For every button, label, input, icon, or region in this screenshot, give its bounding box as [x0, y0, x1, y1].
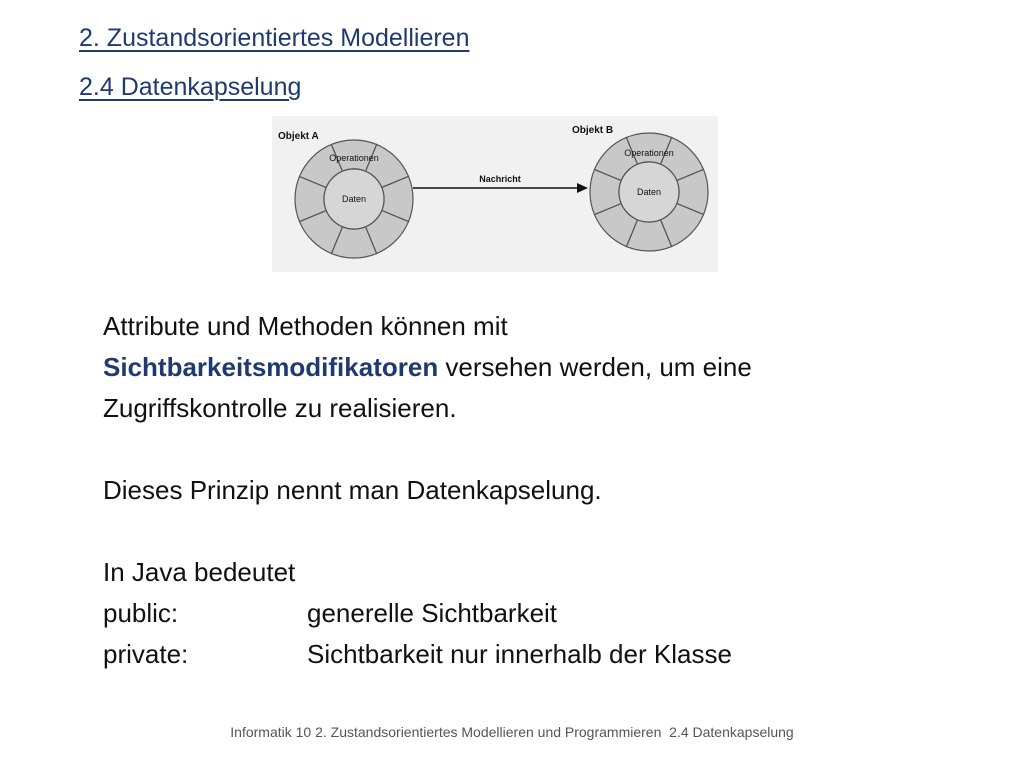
- principle-line: Dieses Prinzip nennt man Datenkapselung.: [103, 475, 602, 505]
- highlight-term: Sichtbarkeitsmodifikatoren: [103, 352, 439, 382]
- body-line-1: Attribute und Methoden können mit: [103, 311, 508, 341]
- encapsulation-diagram: [272, 116, 718, 272]
- modifier-row-private: [103, 634, 923, 675]
- slide-subtitle: 2.4 Datenkapselung: [79, 73, 302, 101]
- object-a: [278, 131, 413, 258]
- body-line-2: [103, 347, 923, 388]
- modifier-keyword-private: private:: [103, 639, 189, 669]
- message-arrow: [413, 174, 588, 193]
- object-a-data-label: Daten: [341, 194, 367, 204]
- object-a-title: Objekt A: [278, 131, 319, 142]
- object-b-operations-label: Operationen: [624, 148, 674, 158]
- body-line-2-rest: versehen werden, um eine: [438, 352, 752, 382]
- slide-footer: Informatik 10 2. Zustandsorientiertes Modellieren und Programmieren 2.4 Datenkapselung: [230, 724, 794, 740]
- object-b-title: Objekt B: [572, 125, 614, 136]
- object-b: [572, 125, 708, 251]
- object-b-data-label: Daten: [636, 187, 662, 197]
- modifier-row-public: [103, 593, 923, 634]
- modifier-keyword-public: public:: [103, 598, 179, 628]
- modifier-meaning-public: generelle Sichtbarkeit: [307, 598, 558, 628]
- message-label: Nachricht: [479, 174, 521, 184]
- body-line-3: Zugriffskontrolle zu realisieren.: [103, 393, 457, 423]
- slide-title: 2. Zustandsorientiertes Modellieren: [79, 24, 470, 52]
- object-a-operations-label: Operationen: [329, 153, 379, 163]
- java-intro: In Java bedeutet: [103, 557, 296, 587]
- slide-body: [103, 306, 923, 675]
- modifier-meaning-private: Sichtbarkeit nur innerhalb der Klasse: [307, 639, 732, 669]
